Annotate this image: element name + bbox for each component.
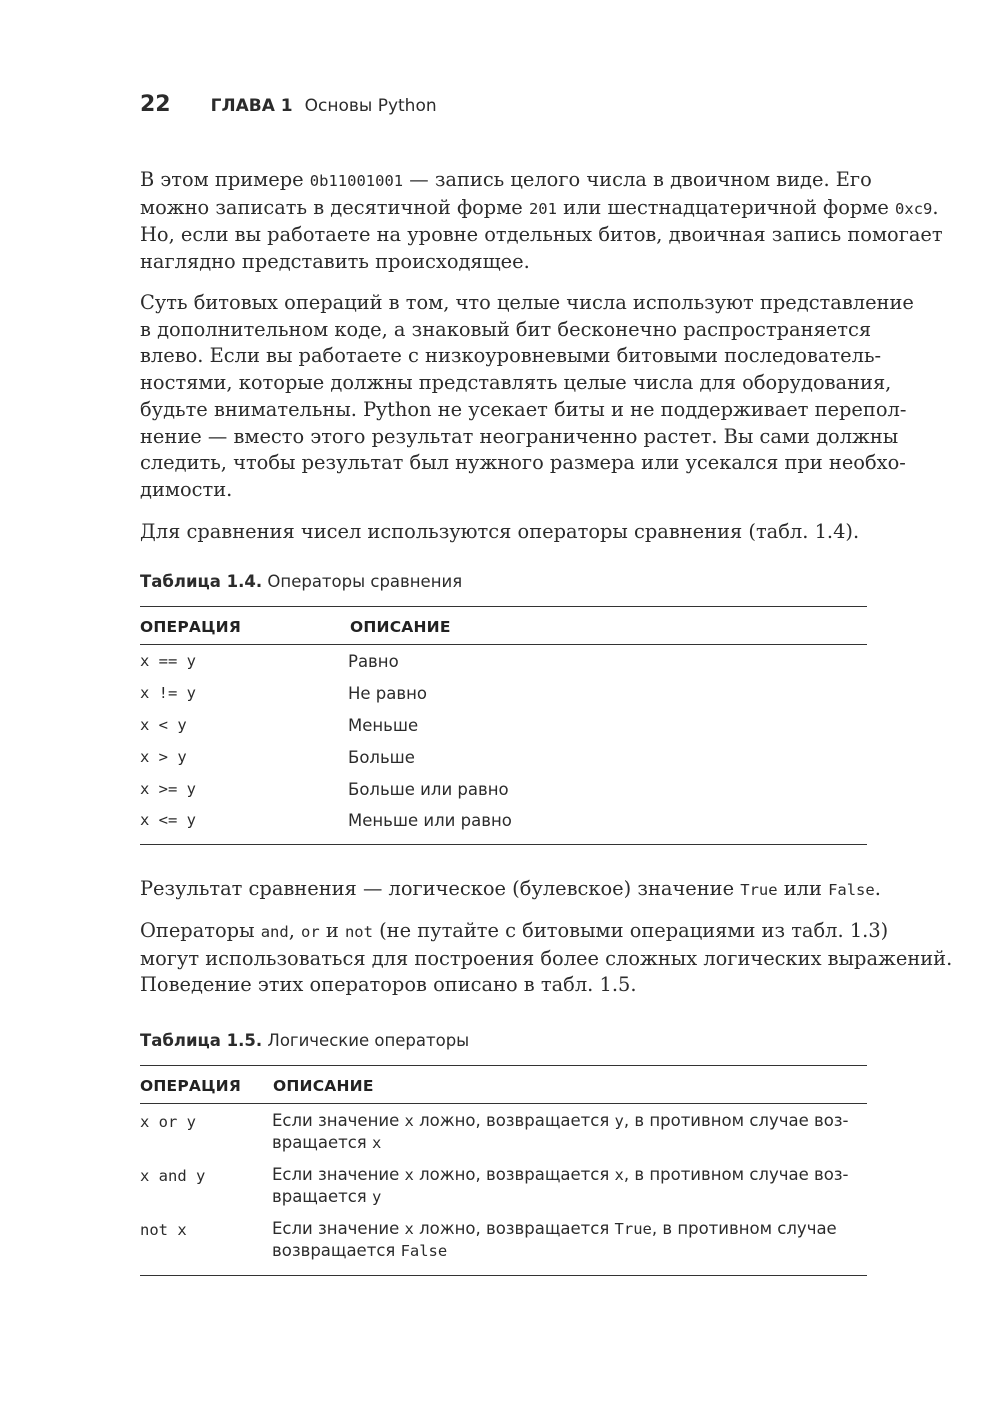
table-top-rule	[140, 1065, 867, 1066]
paragraph-line	[140, 167, 872, 195]
paragraph-line: будьте внимательны. Python не усекает биты и не поддерживает перепол-	[140, 397, 907, 421]
text-run: .	[874, 877, 881, 900]
inline-code: y	[371, 1188, 382, 1206]
inline-code: and	[260, 923, 289, 941]
text-run: Результат сравнения — логическое (булевское) значение	[140, 877, 741, 900]
description-line	[272, 1110, 867, 1132]
paragraph-line: Поведение этих операторов описано в табл. 1.5.	[140, 973, 637, 997]
table-header-rule	[140, 644, 867, 645]
caption-text: Операторы сравнения	[262, 572, 463, 591]
paragraph-bitwise-ops	[140, 290, 914, 504]
paragraph-line: ностями, которые должны представлять целые числа для оборудования,	[140, 371, 892, 395]
inline-code: True	[614, 1220, 652, 1238]
text-run: вращается	[272, 1133, 372, 1152]
text-run: или	[777, 877, 829, 900]
caption-label: Таблица 1.5.	[140, 1031, 263, 1050]
description-cell	[272, 1164, 867, 1208]
column-header-operation: ОПЕРАЦИЯ	[140, 618, 241, 636]
text-run: , в противном случае воз-	[623, 1111, 849, 1130]
operation-cell: x and y	[140, 1167, 206, 1185]
column-header-description: ОПИСАНИЕ	[273, 1077, 374, 1095]
inline-code: 201	[528, 199, 557, 218]
paragraph-line: Суть битовых операций в том, что целые числа используют представление	[140, 291, 914, 314]
paragraph-comparison-intro	[140, 519, 867, 546]
text-run: ложно, возвращается	[413, 1165, 615, 1184]
table-1-4-caption	[140, 572, 462, 591]
operation-cell: x != y	[140, 684, 196, 702]
paragraph-line: наглядно представить происходящее.	[140, 250, 530, 274]
text-run: Если значение	[272, 1219, 405, 1238]
text-run: , в противном случае	[651, 1219, 837, 1238]
paragraph-line	[140, 195, 939, 223]
table-1-5-caption	[140, 1031, 469, 1050]
description-cell: Равно	[348, 652, 399, 671]
paragraph-binary-example	[140, 167, 943, 276]
text-run: возвращается	[272, 1241, 401, 1260]
paragraph-line: в дополнительном коде, а знаковый бит бесконечно распространяется	[140, 317, 872, 341]
operation-cell: not x	[140, 1221, 187, 1239]
inline-code: x	[614, 1166, 624, 1184]
text-run: можно записать в десятичной форме	[140, 195, 529, 219]
comparison-operators-table	[140, 606, 867, 846]
description-line	[272, 1218, 867, 1240]
paragraph-line: влево. Если вы работаете с низкоуровневыми битовыми последователь-	[140, 344, 882, 368]
paragraph-line: Для сравнения чисел используются операторы сравнения (табл. 1.4).	[140, 520, 860, 543]
description-line	[272, 1186, 867, 1208]
paragraph-line: димости.	[140, 477, 233, 501]
text-run: В этом примере	[140, 168, 310, 191]
inline-code: True	[740, 881, 778, 899]
description-cell	[272, 1110, 867, 1154]
text-run: и	[319, 919, 345, 942]
caption-text: Логические операторы	[262, 1031, 470, 1050]
table-bottom-rule	[140, 1275, 867, 1276]
inline-code: x	[404, 1220, 414, 1238]
text-run: или шестнадцатеричной форме	[556, 195, 896, 219]
operation-cell: x or y	[140, 1113, 196, 1131]
table-bottom-rule	[140, 844, 867, 845]
paragraph-line: Но, если вы работаете на уровне отдельных битов, двоичная запись помогает	[140, 223, 943, 247]
description-cell: Меньше	[348, 716, 419, 735]
description-cell: Не равно	[348, 684, 427, 703]
text-run: ,	[288, 919, 302, 942]
text-run: .	[932, 195, 939, 219]
inline-code: x	[404, 1112, 414, 1130]
inline-code: False	[400, 1242, 448, 1260]
page-number: 22	[140, 92, 171, 117]
inline-code: x	[404, 1166, 414, 1184]
column-header-operation: ОПЕРАЦИЯ	[140, 1077, 241, 1095]
text-run: — запись целого числа в двоичном виде. Его	[403, 168, 872, 191]
inline-code: 0b11001001	[309, 172, 404, 190]
text-run: Если значение	[272, 1165, 405, 1184]
chapter-label: ГЛАВА 1	[210, 96, 293, 116]
description-cell: Больше	[348, 748, 415, 767]
text-run: (не путайте с битовыми операциями из табл. 1.3)	[372, 919, 889, 942]
description-cell: Больше или равно	[348, 780, 509, 799]
inline-code: y	[614, 1112, 624, 1130]
text-run: , в противном случае воз-	[623, 1165, 849, 1184]
inline-code: or	[301, 923, 320, 941]
paragraph-comparison-result	[140, 876, 881, 904]
description-line	[272, 1240, 867, 1262]
description-cell	[272, 1218, 867, 1262]
operation-cell: x <= y	[140, 811, 196, 829]
description-line	[272, 1164, 867, 1186]
text-run: Если значение	[272, 1111, 405, 1130]
table-top-rule	[140, 606, 867, 607]
paragraph-line: следить, чтобы результат был нужного размера или усекался при необхо-	[140, 451, 906, 475]
text-run: ложно, возвращается	[413, 1111, 615, 1130]
text-run: Операторы	[140, 919, 261, 942]
inline-code: False	[828, 881, 875, 899]
operation-cell: x > y	[140, 748, 187, 766]
description-line	[272, 1132, 867, 1154]
text-run: вращается	[272, 1187, 372, 1206]
operation-cell: x >= y	[140, 780, 196, 798]
paragraph-line	[140, 918, 889, 946]
logical-operators-table	[140, 1065, 867, 1277]
paragraph-line	[140, 876, 881, 904]
column-header-description: ОПИСАНИЕ	[350, 618, 451, 636]
chapter-title: Основы Python	[304, 96, 437, 116]
running-header	[140, 92, 437, 117]
paragraph-logical-operators	[140, 918, 953, 999]
paragraph-line: нение — вместо этого результат неограниченно растет. Вы сами должны	[140, 424, 899, 448]
caption-label: Таблица 1.4.	[140, 572, 263, 591]
description-cell: Меньше или равно	[348, 811, 512, 830]
inline-code: 0xc9	[895, 199, 933, 218]
table-header-rule	[140, 1103, 867, 1104]
paragraph-line: могут использоваться для построения более сложных логических выражений.	[140, 946, 953, 970]
operation-cell: x < y	[140, 716, 187, 734]
inline-code: not	[344, 923, 373, 941]
text-run: ложно, возвращается	[413, 1219, 615, 1238]
operation-cell: x == y	[140, 652, 196, 670]
inline-code: x	[371, 1134, 382, 1152]
